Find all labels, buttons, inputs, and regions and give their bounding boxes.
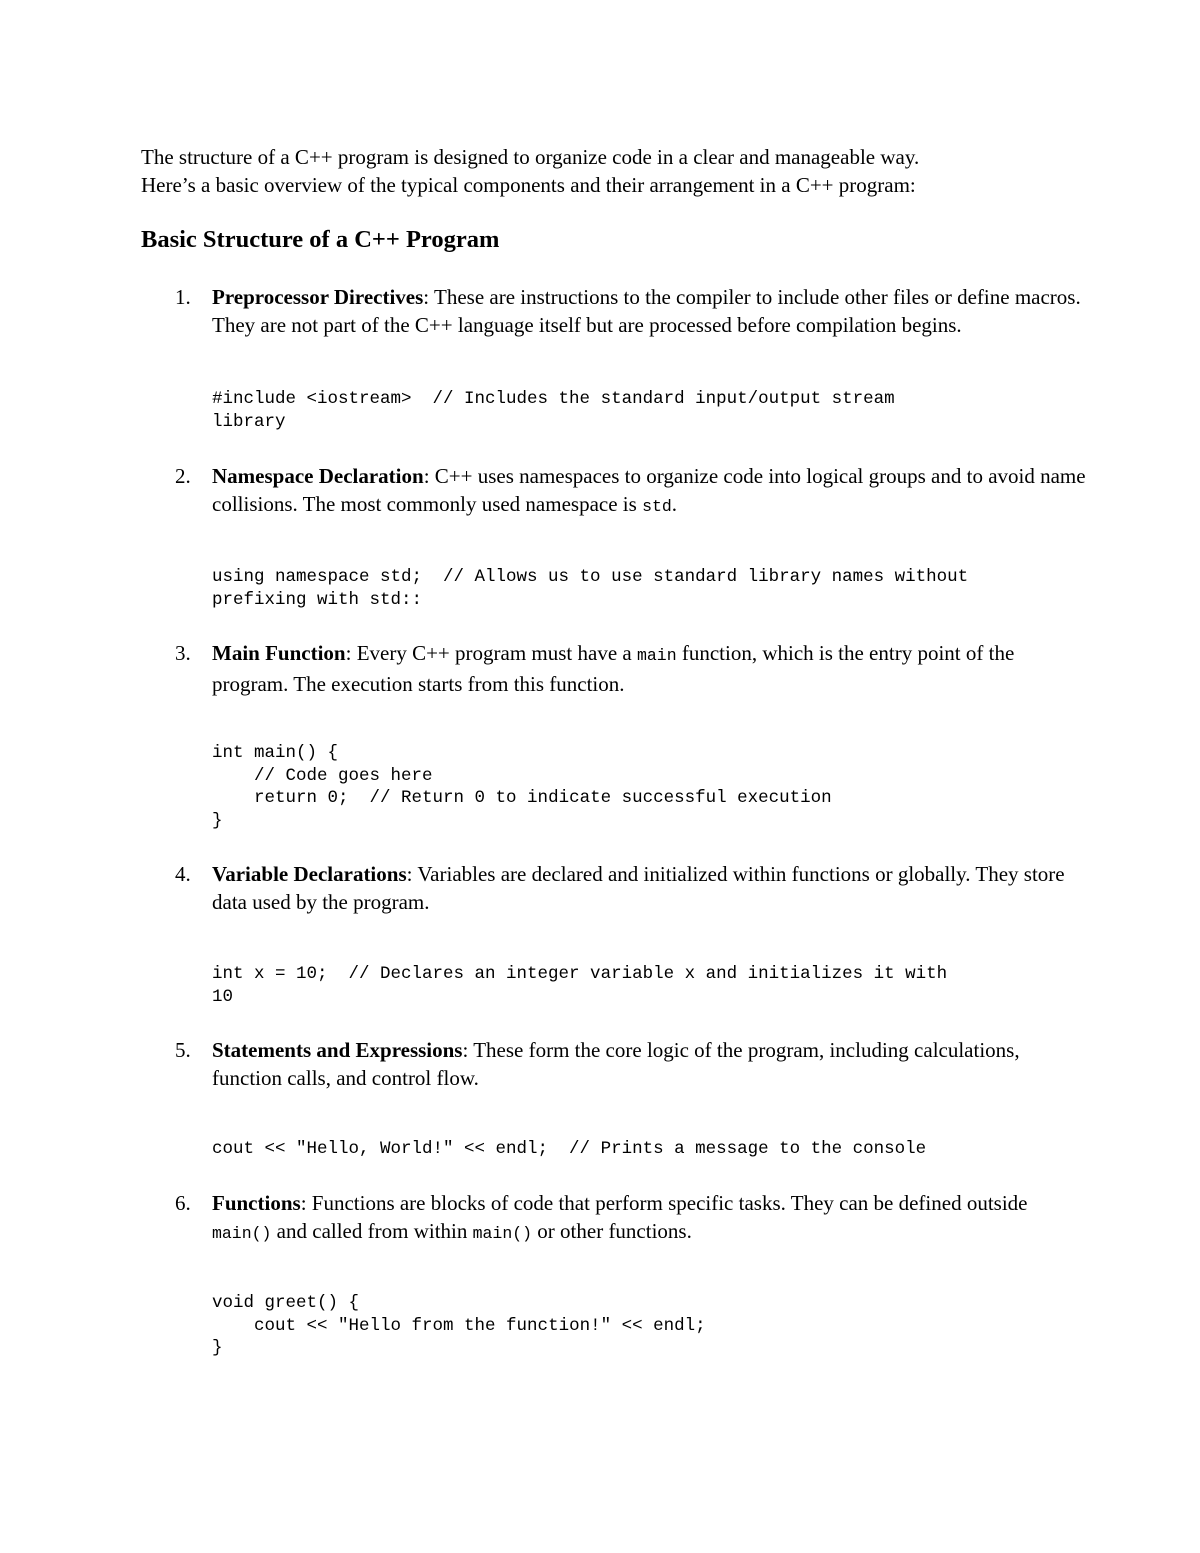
intro-paragraph [141,143,1101,199]
intro-line-1: The structure of a C++ program is designed to organize code in a clear and manageable way. [141,145,920,169]
term-description-end: function, which is the entry point of the program. The execution starts from this function. [212,641,1015,696]
term-description-end: . [671,492,678,516]
term-description: : These are instructions to the compiler to include other files or define macros. They are not part of the C++ language itself but are processed before compilation begins. [212,285,1081,337]
term-description: : These form the core logic of the program, including calculations, function calls, and control flow. [212,1038,1020,1090]
list-item-text [212,462,1092,521]
list-number: 5. [175,1038,191,1062]
term-description-end: or other functions. [532,1219,692,1243]
intro-line-2: Here’s a basic overview of the typical components and their arrangement in a C++ program: [141,173,916,197]
inline-code: std [642,497,672,516]
term-title: Main Function [212,641,346,665]
term-description: : Variables are declared and initialized within functions or globally. They store data used by the program. [212,862,1065,914]
term-title: Statements and Expressions [212,1038,463,1062]
term-title: Preprocessor Directives [212,285,424,309]
list-item-text [212,1189,1092,1248]
code-block: using namespace std; // Allows us to use standard library names without prefixing with std:: [212,567,969,610]
code-block: cout << "Hello, World!" << endl; // Prints a message to the console [212,1139,927,1159]
section-heading: Basic Structure of a C++ Program [141,226,500,253]
code-block: #include <iostream> // Includes the standard input/output stream library [212,389,895,432]
list-number: 4. [175,862,191,886]
list-item-text [212,283,1092,339]
term-title: Variable Declarations [212,862,407,886]
code-block: int main() { // Code goes here return 0; // Return 0 to indicate successful execution } [212,743,832,831]
list-item-text [212,639,1092,698]
list-number: 2. [175,464,191,488]
inline-code: main [636,646,677,665]
term-title: Functions [212,1191,301,1215]
list-number: 1. [175,285,191,309]
term-description: : Functions are blocks of code that perform specific tasks. They can be defined outside [300,1191,1028,1215]
term-description-middle: and called from within [271,1219,473,1243]
list-item-text [212,1036,1092,1092]
inline-code: main() [212,1224,272,1243]
list-number: 6. [175,1191,191,1215]
inline-code: main() [472,1224,533,1243]
list-number: 3. [175,641,191,665]
term-description: : Every C++ program must have a [345,641,637,665]
code-block: void greet() { cout << "Hello from the function!" << endl; } [212,1293,706,1358]
term-description: : C++ uses namespaces to organize code into logical groups and to avoid name collisions. The most commonly used namespace is [212,464,1086,516]
term-title: Namespace Declaration [212,464,424,488]
list-item-text [212,860,1092,916]
code-block: int x = 10; // Declares an integer variable x and initializes it with 10 [212,964,948,1007]
